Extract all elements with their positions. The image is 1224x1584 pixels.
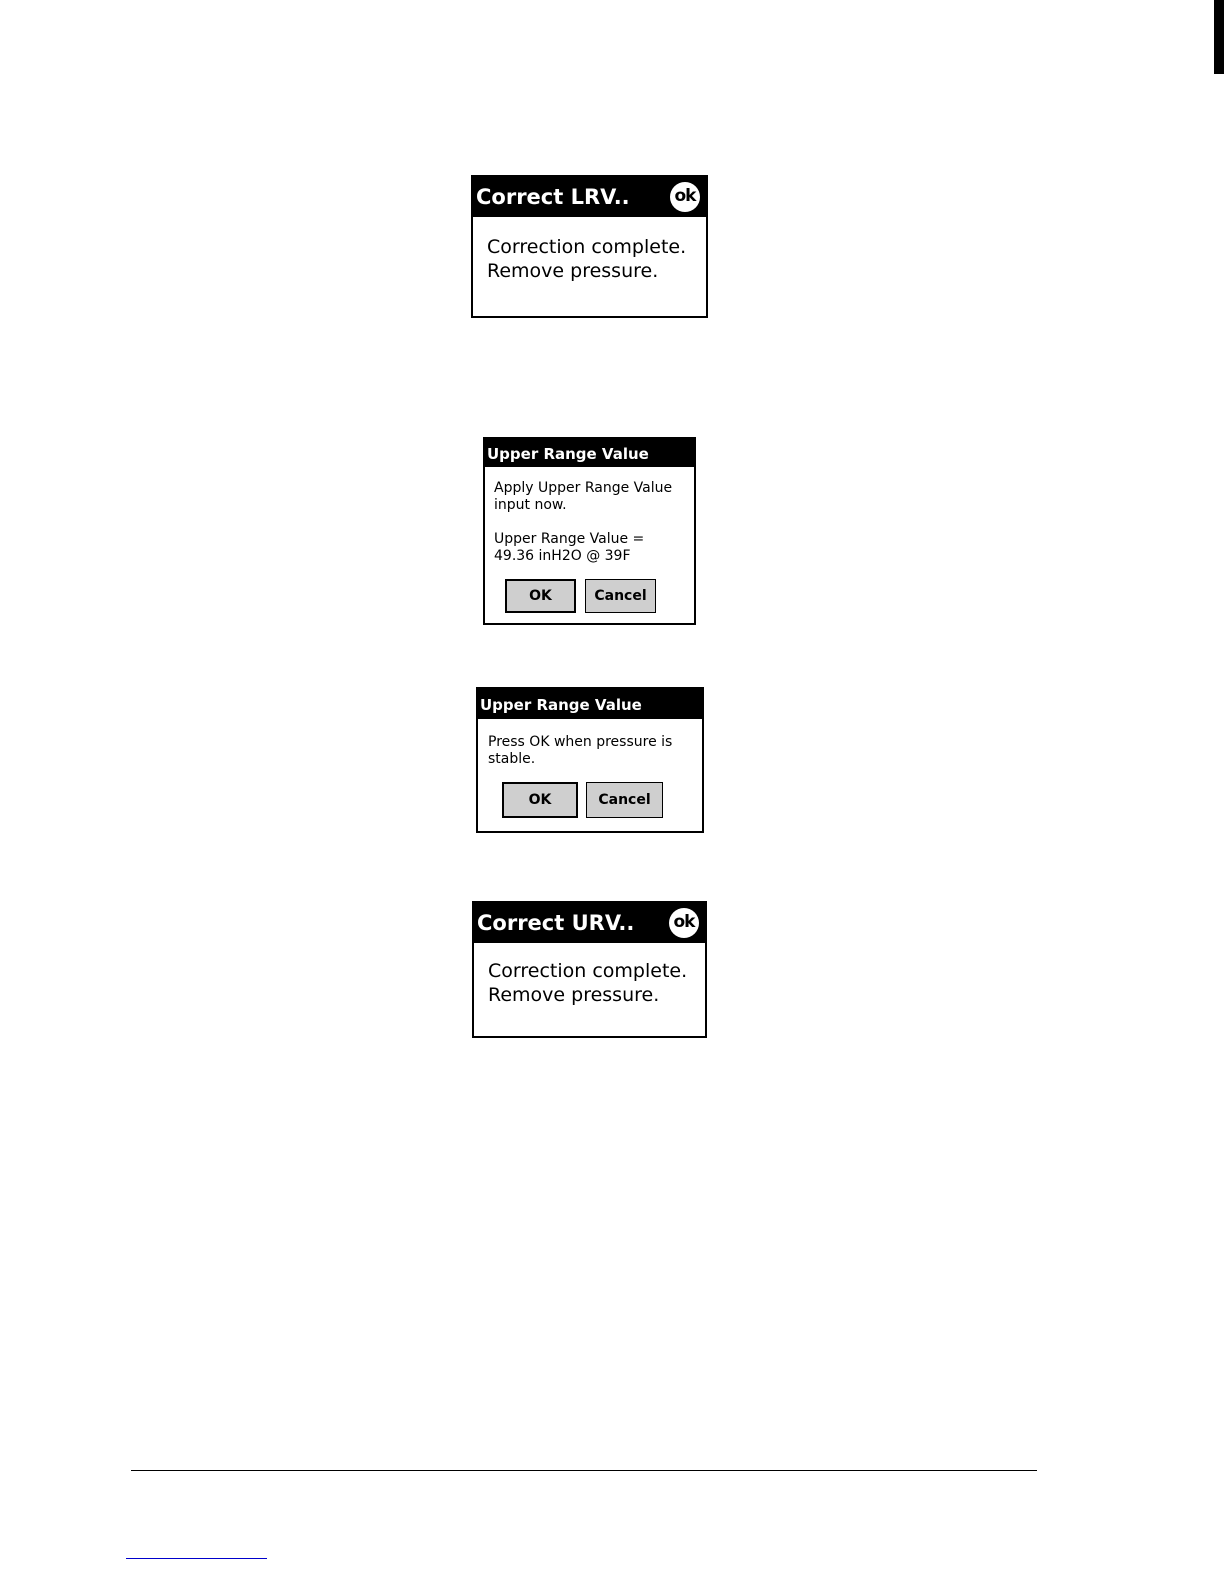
correct-urv-dialog	[472, 901, 707, 1038]
dialog-body	[474, 943, 705, 1007]
dialog-message-line: Correction complete.	[487, 236, 687, 258]
correct-lrv-dialog	[471, 175, 708, 318]
dialog-title-bar	[473, 177, 706, 217]
footer-divider	[131, 1470, 1037, 1471]
ok-icon[interactable]: ok	[670, 182, 700, 212]
dialog-message-line: Correction complete.	[488, 960, 688, 982]
dialog-message-line: Press OK when pressure is	[488, 734, 673, 750]
dialog-body	[473, 217, 706, 283]
dialog-message-line: Apply Upper Range Value	[494, 480, 673, 496]
dialog-title-bar	[478, 689, 702, 719]
dialog-title: Upper Range Value	[480, 696, 642, 714]
ok-icon[interactable]: ok	[669, 908, 699, 938]
dialog-title-bar	[485, 439, 694, 467]
apply-urv-dialog	[483, 437, 696, 625]
cancel-button[interactable]: Cancel	[586, 782, 663, 818]
ok-button[interactable]: OK	[502, 782, 578, 818]
dialog-title: Upper Range Value	[487, 445, 649, 463]
cancel-button[interactable]: Cancel	[585, 579, 656, 613]
footer-link-underline[interactable]	[126, 1558, 267, 1559]
dialog-body	[485, 467, 694, 565]
dialog-message-line: input now.	[494, 497, 567, 513]
stable-urv-dialog	[476, 687, 704, 833]
ok-button[interactable]: OK	[505, 579, 576, 613]
dialog-title: Correct LRV..	[476, 185, 630, 209]
dialog-value-line: 49.36 inH2O @ 39F	[494, 548, 631, 564]
dialog-message-line: stable.	[488, 751, 536, 767]
dialog-title-bar	[474, 903, 705, 943]
dialog-message-line: Remove pressure.	[487, 260, 659, 282]
dialog-body	[478, 719, 702, 768]
dialog-message-line: Remove pressure.	[488, 984, 660, 1006]
dialog-title: Correct URV..	[477, 911, 635, 935]
dialog-value-line: Upper Range Value =	[494, 531, 645, 547]
page-edge-bar	[1214, 0, 1224, 74]
